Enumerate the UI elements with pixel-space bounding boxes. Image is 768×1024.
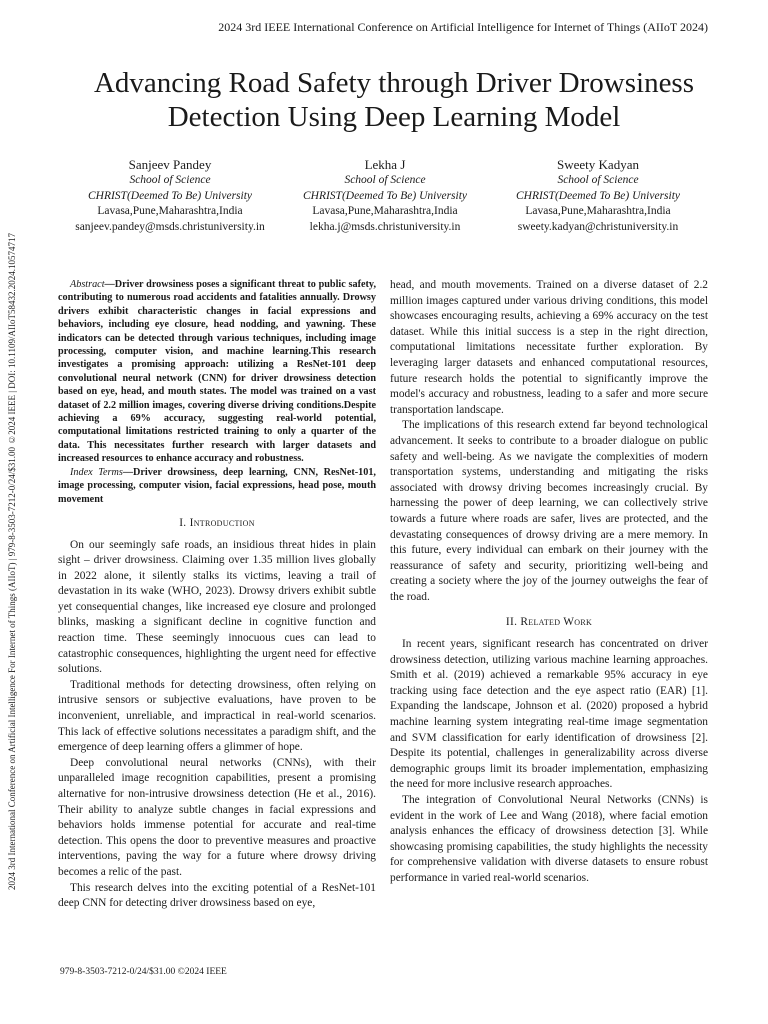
conference-header: 2024 3rd IEEE International Conference on Artificial Intelligence for Internet of Things (AIIoT 2024) [218, 20, 708, 34]
index-terms [58, 466, 376, 506]
paragraph: On our seemingly safe roads, an insidious threat hides in plain sight – driver drowsiness. Claiming over 1.35 million lives globally in 2022 alone, it silently stalks its victims, leaving a trail of devastation in its wake (WHO, 2023). Drowsy drivers exhibit subtle yet consequential changes, like increased eye closure and prolonged blinks, masking a significant decline in cognitive function and reaction time. These seemingly innocuous cues can lead to catastrophic consequences, highlighting the urgent need for effective solutions. [58, 538, 376, 676]
author-org: CHRIST(Deemed To Be) University [302, 189, 468, 202]
author-2 [275, 156, 495, 235]
author-block [60, 156, 708, 240]
author-name: Sanjeev Pandey [128, 157, 212, 172]
author-name: Sweety Kadyan [557, 157, 639, 172]
section-numeral: II. [505, 616, 521, 629]
paragraph: head, and mouth movements. Trained on a diverse dataset of 2.2 million images captured under various driving conditions, this model showcases encouraging results, achieving a 69% accuracy on the test dataset. While this initial success is a step in the right direction, computational limitations necessitate further exploration. By leveraging larger datasets and enhanced computational resources, future research holds the potential to significantly improve the model's accuracy and robustness, leading to a safer and more secure transportation landscape. [390, 279, 708, 416]
abstract [58, 278, 376, 466]
paragraph: This research delves into the exciting potential of a ResNet-101 deep CNN for detecting driver drowsiness based on eye, [58, 881, 376, 910]
author-1 [60, 156, 280, 235]
author-location: Lavasa,Pune,Maharashtra,India [312, 205, 458, 217]
author-dept: School of Science [344, 174, 426, 186]
author-3 [488, 156, 708, 235]
paragraph: Traditional methods for detecting drowsiness, often relying on intrusive sensors or subjective evaluations, have proven to be inconvenient, unreliable, and impractical in real-world scenarios. This lack of effective solutions necessitates a paradigm shift, and the emergence of deep learning offers a glimmer of hope. [58, 678, 376, 754]
section-title: Introduction [189, 516, 255, 529]
doi-sidebar [4, 130, 20, 890]
author-email: lekha.j@msds.christuniversity.in [309, 220, 461, 233]
index-terms-text: —Driver drowsiness, deep learning, CNN, ResNet-101, image processing, computer vision, facial expressions, head pose, mouth movement [58, 466, 376, 505]
author-dept: School of Science [557, 174, 639, 186]
author-name: Lekha J [364, 157, 406, 172]
section-title: Related Work [520, 616, 593, 629]
paper-title: Advancing Road Safety through Driver Drowsiness Detection Using Deep Learning Model [93, 67, 695, 133]
author-location: Lavasa,Pune,Maharashtra,India [525, 205, 671, 217]
paragraph: Deep convolutional neural networks (CNNs), with their unparalleled image recognition capabilities, present a promising alternative for non-intrusive drowsiness detection (He et al., 2016). Their ability to analyze subtle changes in facial expressions and behaviors holds immense potential for accurate and real-time detection. This opens the door to preventive measures and proactive interventions, paving the way for a future where drowsy driving becomes a relic of the past. [58, 756, 376, 878]
abstract-text: —Driver drowsiness poses a significant threat to public safety, contributing to numerous road accidents and fatalities annually. Drowsy drivers exhibit characteristic changes in facial expressions and behaviors, including eye closure, head nodding, and yawning. These indicators can be detected through various techniques, including image processing, computer vision, and machine learning.This research investigates a promising approach: utilizing a ResNet-101 deep convolutional neural network (CNN) for driver drowsiness detection based on eye, head, and mouth states. The model was trained on a vast dataset of 2.2 million images, covering diverse driving conditions.Despite achieving a 69% accuracy, suggesting real-world potential, computational limitations restricted training to only a quarter of the data. This necessitates further research with larger datasets and increased resources to enhance accuracy and robustness. [58, 279, 376, 465]
right-column [390, 278, 708, 887]
author-location: Lavasa,Pune,Maharashtra,India [97, 205, 243, 217]
section-numeral: I. [179, 516, 190, 529]
author-email: sanjeev.pandey@msds.christuniversity.in [75, 220, 265, 233]
section-heading-introduction [58, 516, 376, 532]
section-heading-related-work [390, 615, 708, 631]
copyright-footer: 979-8-3503-7212-0/24/$31.00 ©2024 IEEE [60, 967, 227, 977]
paragraph: In recent years, significant research has concentrated on driver drowsiness detection, utilizing various machine learning approaches. Smith et al. (2019) achieved a remarkable 95% accuracy in eye tracking using face detection and the eye aspect ratio (EAR) [1]. Expanding the landscape, Johnson et al. (2020) proposed a hybrid machine learning system integrating real-time image segmentation and SVM classification for early identification of drowsiness [2]. Despite its potential, challenges in generalizability across diverse demographic groups limit its broader implementation, emphasizing the need for more inclusive research approaches. [390, 638, 708, 791]
left-column [58, 278, 376, 912]
abstract-lead: Abstract [70, 279, 105, 290]
paragraph: The implications of this research extend far beyond technological advancement. It seeks to contribute to a broader dialogue on public safety and well-being. As we navigate the complexities of modern transportation systems, understanding and mitigating the risks associated with drowsy driving becomes increasingly crucial. By harnessing the power of deep learning, we can collectively strive towards a future where roads are safer, lives are protected, and the devastating consequences of drowsy driving are a mere memory. In this future, every individual can embark on their journey with the reassurance of safety and security, prioritizing well-being and creating a society where the joy of the journey outweighs the fear of the road. [390, 419, 708, 603]
paragraph: The integration of Convolutional Neural Networks (CNNs) is evident in the work of Lee and Wang (2018), where facial emotion analysis enhances the efficacy of drowsiness detection [3]. While showcasing promising capabilities, the study highlights the necessity for comprehensive validation with diverse datasets to ensure robust performance in varied real-world scenarios. [390, 794, 708, 884]
author-email: sweety.kadyan@christuniversity.in [517, 220, 679, 233]
index-terms-lead: Index Terms [70, 466, 123, 478]
author-org: CHRIST(Deemed To Be) University [515, 189, 681, 202]
doi-sidebar-text: 2024 3rd International Conference on Artificial Intelligence For Internet of Things (AIIoT) | 979-8-3503-7212-0/24/$31.00 ©2024 IEEE | DOI: 10.1109/AIIoT58432.2024.10574717 [7, 233, 17, 890]
author-org: CHRIST(Deemed To Be) University [87, 189, 253, 202]
author-dept: School of Science [129, 174, 211, 186]
